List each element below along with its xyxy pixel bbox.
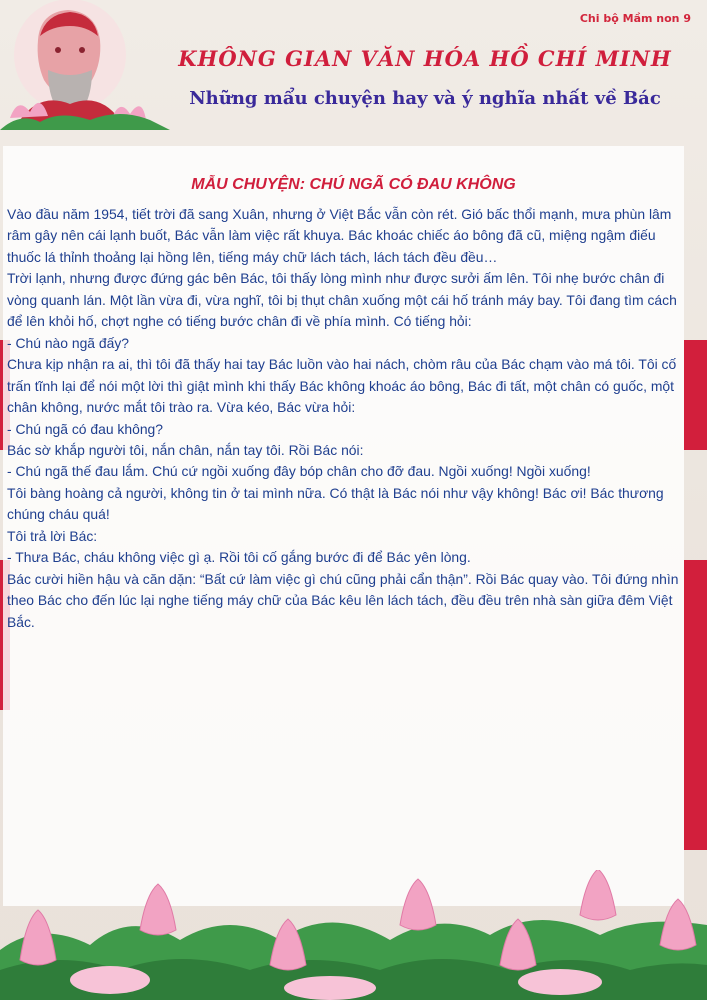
story-paragraph: - Thưa Bác, cháu không việc gì ạ. Rồi tôi cố gắng bước đi để Bác yên lòng. xyxy=(7,549,471,566)
story-paragraph: - Chú ngã thế đau lắm. Chú cứ ngồi xuống đây bóp chân cho đỡ đau. Ngồi xuống! Ngồi xuống! xyxy=(7,463,591,480)
story-paragraph: Chưa kịp nhận ra ai, thì tôi đã thấy hai tay Bác luồn vào hai nách, chòm râu của Bác chạm vào má tôi. Tôi cố trấn tĩnh lại để nói một lời thì giật mình khi thấy Bác không khoác áo bông, Bác đi tất, một chân có guốc, một chân không, nước mắt tôi trào ra. Vừa kéo, Bác vừa hỏi: xyxy=(7,356,677,416)
story-title: MẪU CHUYỆN: CHÚ NGÃ CÓ ĐAU KHÔNG xyxy=(191,176,516,193)
story-paragraph: Bác cười hiền hậu và căn dặn: “Bất cứ làm việc gì chú cũng phải cẩn thận”. Rồi Bác quay vào. Tôi đứng nhìn theo Bác cho đến lúc lại nghe tiếng máy chữ của Bác kêu lên lách tách, đều đều trên nhà sàn giữa đêm Việt Bắc. xyxy=(7,570,679,630)
portrait-illustration xyxy=(0,0,170,130)
lotus-decoration xyxy=(0,870,707,1000)
story-paragraph: Vào đầu năm 1954, tiết trời đã sang Xuân, nhưng ở Việt Bắc vẫn còn rét. Gió bấc thổi mạnh, mưa phùn lâm râm gây nên cái lạnh buốt, Bác vẫn làm việc rất khuya. Bác khoác chiếc áo bông đã cũ, miệng ngậm điếu thuốc lá thỉnh thoảng lại hồng lên, tiếng máy chữ lách tách, lách tách đều đều… xyxy=(7,206,672,265)
page-subtitle: Những mẩu chuyện hay và ý nghĩa nhất về Bác xyxy=(189,88,661,109)
story-paragraph: Tôi trả lời Bác: xyxy=(7,527,98,544)
story-paragraph: Tôi bàng hoàng cả người, không tin ở tai mình nữa. Có thật là Bác nói như vậy không! Bác ơi! Bác thương chúng cháu quá! xyxy=(7,484,664,523)
page-title: KHÔNG GIAN VĂN HÓA HỒ CHÍ MINH xyxy=(178,46,672,71)
story-paragraph: Trời lạnh, nhưng được đứng gác bên Bác, tôi thấy lòng mình như được sưởi ấm lên. Tôi nhẹ bước chân đi vòng quanh lán. Một lần vừa đi, vừa nghĩ, tôi bị thụt chân xuống một cái hố tránh máy bay. Tôi đang tìm cách để lên khỏi hố, chợt nghe có tiếng bước chân đi về phía mình. Có tiếng hỏi: xyxy=(7,270,677,330)
story-paragraph: - Chú nào ngã đấy? xyxy=(7,334,130,351)
club-label: Chi bộ Mầm non 9 xyxy=(579,12,691,25)
story-paragraph: - Chú ngã có đau không? xyxy=(7,420,163,437)
story-paragraph: Bác sờ khắp người tôi, nắn chân, nắn tay tôi. Rồi Bác nói: xyxy=(7,441,364,458)
right-ribbon-1 xyxy=(684,340,707,450)
story-body xyxy=(7,204,687,633)
right-ribbon-2 xyxy=(684,560,707,850)
